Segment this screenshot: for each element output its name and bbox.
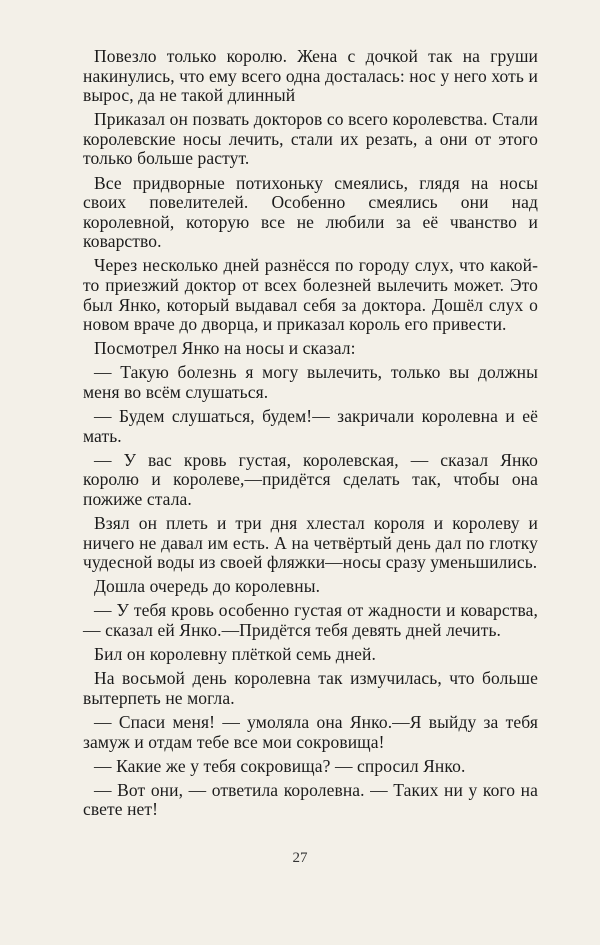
paragraph: На восьмой день королевна так измучилась, что больше вытерпеть не могла.: [83, 668, 538, 708]
paragraph: Через несколько дней разнёсся по городу слух, что какой-то приезжий доктор от всех болезней вылечить может. Это был Янко, который выдавал себя за доктора. Дошёл слух о новом враче до дворца, и приказал король его привести.: [83, 255, 538, 335]
page-number: 27: [292, 850, 308, 866]
paragraph: Взял он плеть и три дня хлестал короля и королеву и ничего не давал им есть. А на четвёртый день дал по глотку чудесной воды из своей фляжки—носы сразу уменьшились.: [83, 513, 538, 573]
paragraph: Бил он королевну плёткой семь дней.: [94, 644, 376, 665]
paragraph: Дошла очередь до королевны.: [94, 576, 321, 597]
dialogue-line: — Спаси меня! — умоляла она Янко.—Я выйду за тебя замуж и отдам тебе все мои сокровища!: [83, 711, 538, 752]
dialogue-line: — Вот они, — ответила королевна. — Таких ни у кого на свете нет!: [83, 779, 538, 820]
dialogue-line: — Будем слушаться, будем!— закричали королевна и её мать.: [83, 406, 538, 446]
page-text: [83, 47, 538, 820]
dialogue-line: — У тебя кровь особенно густая от жадности и коварства, — сказал ей Янко.—Придётся тебя девять дней лечить.: [83, 600, 538, 641]
dialogue-line: — У вас кровь густая, королевская, — сказал Янко королю и королеве,—придётся сделать так, чтобы она пожиже стала.: [83, 449, 538, 509]
paragraph: Все придворные потихоньку смеялись, глядя на носы своих повелителей. Особенно смеялись они над королевной, которую все не любили за её чванство и коварство.: [83, 172, 538, 252]
paragraph: Приказал он позвать докторов со всего королевства. Стали королевские носы лечить, стали их резать, а они от этого только больше растут.: [83, 109, 538, 169]
dialogue-line: — Такую болезнь я могу вылечить, только вы должны меня во всём слушаться.: [83, 362, 538, 402]
paragraph: Повезло только королю. Жена с дочкой так на груши накинулись, что ему всего одна досталась: нос у него хоть и вырос, да не такой длинный: [83, 46, 538, 106]
paragraph: Посмотрел Янко на носы и сказал:: [94, 338, 356, 359]
dialogue-line: — Какие же у тебя сокровища? — спросил Янко.: [94, 755, 466, 776]
